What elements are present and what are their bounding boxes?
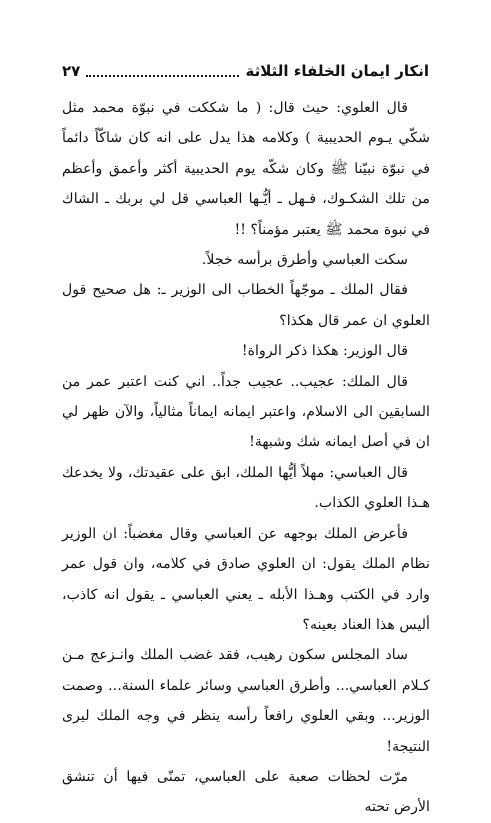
- paragraph: قال الوزير: هكذا ذكر الرواة!: [241, 343, 408, 360]
- header-title: انكار ايمان الخلفاء الثلاثة: [245, 62, 429, 80]
- page-number: ٢٧: [62, 62, 81, 80]
- paragraph: ساد المجلس سكون رهيب، فقد غضب الملك وانـزعج مـن كـلام العباسي... وأطرق العباسي وسائر علماء السنة... وصمت الوزير... وبقي العلوي رافعاً رأسه ينظر في وجه الملك ليرى النتيجة!: [62, 647, 430, 755]
- paragraph: فأعرض الملك بوجهه عن العباسي وقال مغضباً: ان الوزير نظام الملك يقول: ان العلوي صادق في كلامه، وان قول عمر وارد في الكتب وهـذا الأبله ـ يعني العباسي ـ يقول انه كاذب، أليس هذا العناد بعينه؟: [62, 525, 430, 633]
- paragraph: قال الملك: عجيب.. عجيب جداً.. اني كنت اعتبر عمر من السابقين الى الاسلام، واعتبر ايمانه ايماناً مثالياً، والآن ظهر لي ان في أصل ايمانه شك وشبهة!: [62, 373, 430, 451]
- paragraph: مرّت لحظات صعبة على العباسي، تمنّى فيها أن تنشق الأرض تحته: [62, 768, 430, 816]
- paragraph: قال العلوي: حيث قال: ( ما شككت في نبوّة محمد مثل شكّي يـوم الحديبية ) وكلامه هذا يدل على انه كان شاكّاً دائماً في نبوّة نبيّنا ﷺ وكان شكّه يوم الحديبية أكثر وأعمق وأعظم من تلك الشكـوك، فـهل ـ أيُّـها العباسي قل لي بربك ـ الشاك في نبوة محمد ﷺ يعتبر مؤمناً؟ !!: [62, 100, 430, 238]
- running-header: [62, 58, 429, 84]
- page-body: [62, 93, 430, 823]
- header-dot-leader: [86, 65, 239, 77]
- paragraph: قال العباسي: مهلاً أيُّها الملك، ابق على عقيدتك، ولا يخدعك هـذا العلوي الكذاب.: [62, 464, 430, 512]
- paragraph: فقال الملك ـ موجّهاً الخطاب الى الوزير ـ: هل صحيح قول العلوي ان عمر قال هكذا؟: [62, 282, 430, 329]
- paragraph: سكت العباسي وأطرق برأسه خجلاً.: [201, 252, 408, 269]
